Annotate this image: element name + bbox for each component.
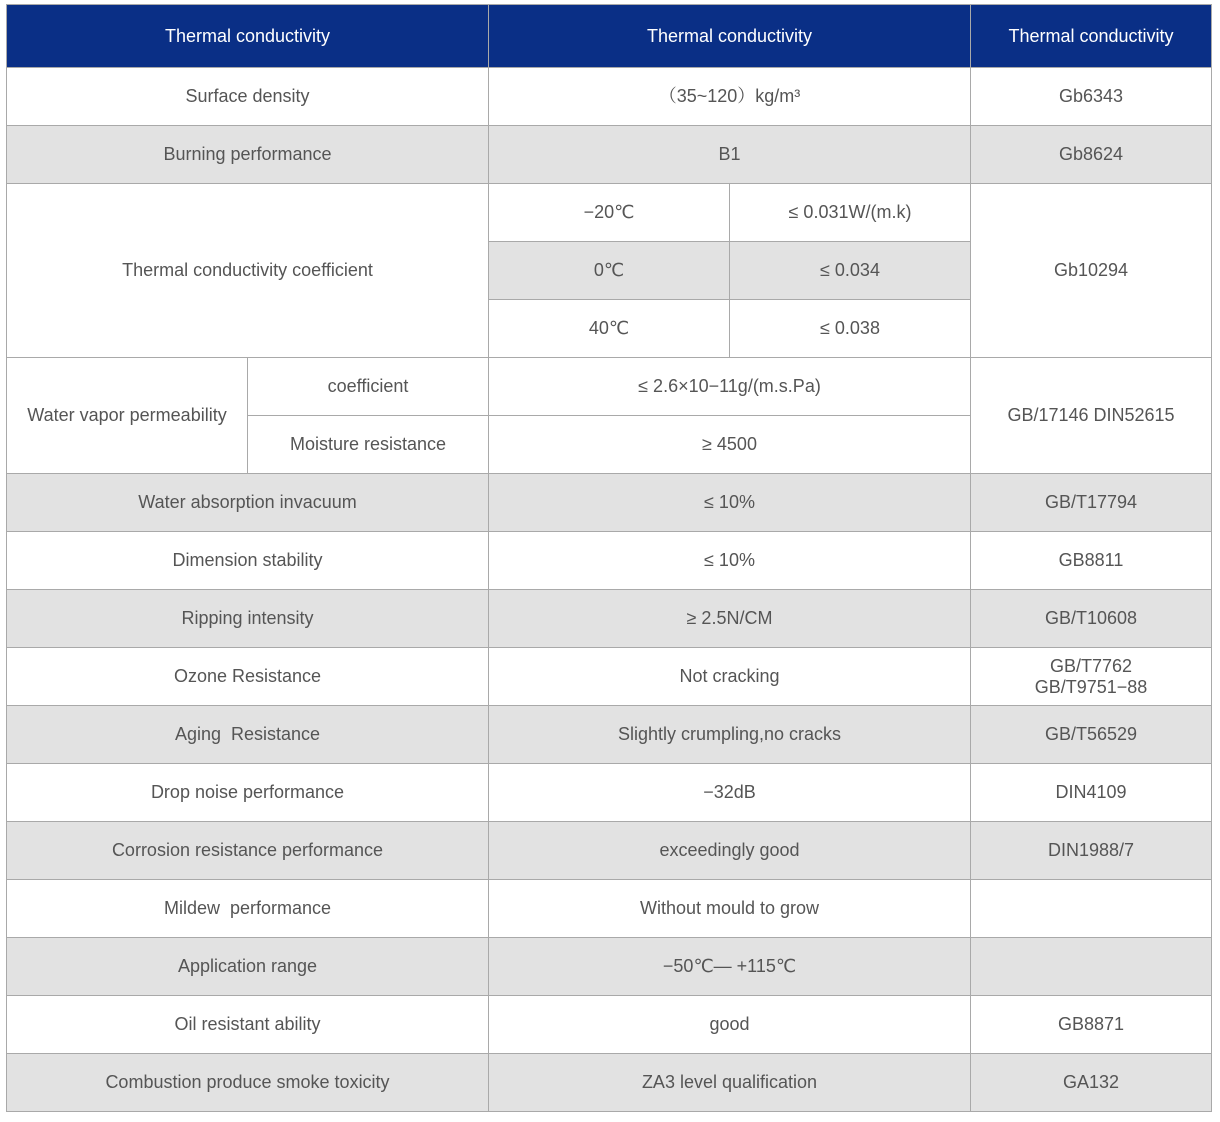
row-value: Without mould to grow — [489, 880, 971, 938]
row-value: Not cracking — [489, 648, 971, 706]
header-cell: Thermal conductivity — [489, 5, 971, 68]
row-standard: DIN4109 — [971, 764, 1212, 822]
row-label: Oil resistant ability — [7, 996, 489, 1054]
row-standard: Gb10294 — [971, 184, 1212, 358]
row-standard: GB8871 — [971, 996, 1212, 1054]
row-value: ≤ 10% — [489, 532, 971, 590]
header-row — [7, 5, 1212, 68]
row-label: Application range — [7, 938, 489, 996]
sub-value: ≤ 2.6×10−11g/(m.s.Pa) — [489, 358, 971, 416]
row-standard: DIN1988/7 — [971, 822, 1212, 880]
header-cell: Thermal conductivity — [971, 5, 1212, 68]
row-label: Ripping intensity — [7, 590, 489, 648]
table-row — [7, 1054, 1212, 1112]
row-label: Corrosion resistance performance — [7, 822, 489, 880]
row-standard — [971, 938, 1212, 996]
sub-value: ≤ 0.031W/(m.k) — [730, 184, 971, 242]
table-row — [7, 822, 1212, 880]
sub-name: coefficient — [248, 358, 489, 416]
table-row — [7, 706, 1212, 764]
row-label: Water vapor permeability — [7, 358, 248, 474]
row-standard: GB/17146 DIN52615 — [971, 358, 1212, 474]
row-standard: Gb8624 — [971, 126, 1212, 184]
table-row — [7, 590, 1212, 648]
sub-value: ≤ 0.038 — [730, 300, 971, 358]
row-label: Drop noise performance — [7, 764, 489, 822]
row-label: Burning performance — [7, 126, 489, 184]
row-standard: GB/T17794 — [971, 474, 1212, 532]
row-value: B1 — [489, 126, 971, 184]
row-label: Ozone Resistance — [7, 648, 489, 706]
row-label: Thermal conductivity coefficient — [7, 184, 489, 358]
standard-line: GB/T7762 — [1049, 655, 1133, 676]
row-value: exceedingly good — [489, 822, 971, 880]
row-standard — [971, 648, 1212, 706]
row-value: −50℃— +115℃ — [489, 938, 971, 996]
table-row — [7, 358, 1212, 416]
row-standard — [971, 880, 1212, 938]
row-standard: GB/T56529 — [971, 706, 1212, 764]
row-value: −32dB — [489, 764, 971, 822]
table-row — [7, 474, 1212, 532]
table-row — [7, 938, 1212, 996]
sub-name: Moisture resistance — [248, 416, 489, 474]
row-standard: Gb6343 — [971, 68, 1212, 126]
row-label: Mildew performance — [7, 880, 489, 938]
row-standard: GA132 — [971, 1054, 1212, 1112]
sub-temp: 0℃ — [489, 242, 730, 300]
header-cell: Thermal conductivity — [7, 5, 489, 68]
table-row — [7, 68, 1212, 126]
row-value: ≤ 10% — [489, 474, 971, 532]
row-standard: GB/T10608 — [971, 590, 1212, 648]
row-value: ≥ 2.5N/CM — [489, 590, 971, 648]
row-value: good — [489, 996, 971, 1054]
row-value: （35~120）kg/m³ — [489, 68, 971, 126]
row-label: Dimension stability — [7, 532, 489, 590]
row-label: Combustion produce smoke toxicity — [7, 1054, 489, 1112]
table-row — [7, 184, 1212, 242]
table-row — [7, 764, 1212, 822]
standard-line: GB/T9751−88 — [1034, 676, 1148, 697]
row-standard: GB8811 — [971, 532, 1212, 590]
sub-value: ≥ 4500 — [489, 416, 971, 474]
sub-value: ≤ 0.034 — [730, 242, 971, 300]
table-row — [7, 996, 1212, 1054]
row-value: ZA3 level qualification — [489, 1054, 971, 1112]
spec-table — [6, 4, 1212, 1112]
row-label: Water absorption invacuum — [7, 474, 489, 532]
row-label: Surface density — [7, 68, 489, 126]
row-label: Aging Resistance — [7, 706, 489, 764]
table-row — [7, 648, 1212, 706]
sub-temp: −20℃ — [489, 184, 730, 242]
row-value: Slightly crumpling,no cracks — [489, 706, 971, 764]
table-row — [7, 126, 1212, 184]
table-row — [7, 880, 1212, 938]
sub-temp: 40℃ — [489, 300, 730, 358]
table-row — [7, 532, 1212, 590]
